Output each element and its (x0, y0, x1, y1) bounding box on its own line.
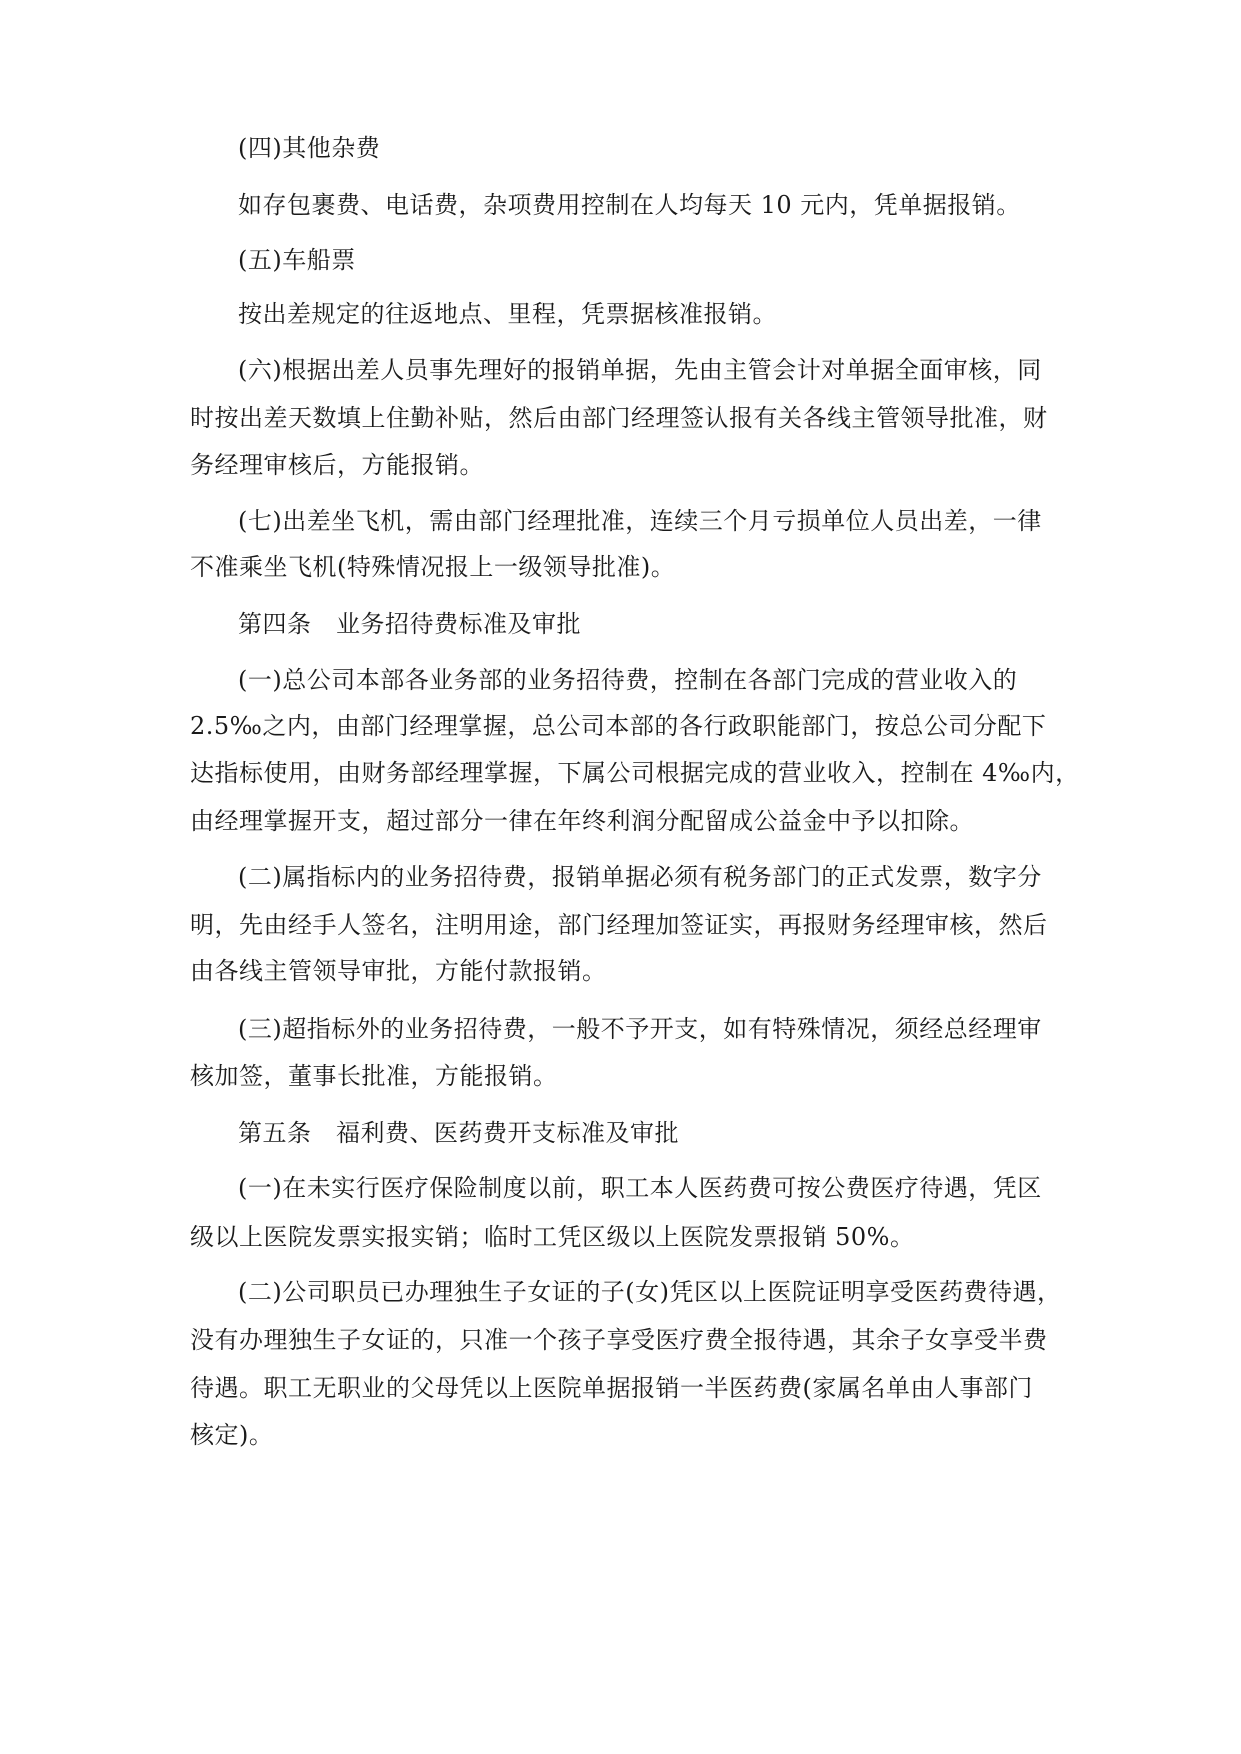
paragraph-line: (二)公司职员已办理独生子女证的子(女)凭区以上医院证明享受医药费待遇， (238, 1278, 1062, 1306)
paragraph-line: (一)总公司本部各业务部的业务招待费，控制在各部门完成的营业收入的 (238, 666, 1018, 694)
paragraph-line: (三)超指标外的业务招待费，一般不予开支，如有特殊情况，须经总经理审 (238, 1015, 1042, 1043)
section-heading: 第四条 业务招待费标准及审批 (238, 610, 581, 638)
paragraph-line: 核定)。 (190, 1421, 274, 1449)
paragraph-line: 不准乘坐飞机(特殊情况报上一级领导批准)。 (190, 553, 676, 581)
paragraph-line: 由各线主管领导审批，方能付款报销。 (190, 957, 607, 985)
paragraph-line: 时按出差天数填上住勤补贴，然后由部门经理签认报有关各线主管领导批准，财 (190, 404, 1048, 432)
paragraph-line: 如存包裹费、电话费，杂项费用控制在人均每天 10 元内，凭单据报销。 (238, 191, 1021, 219)
paragraph-line: 达指标使用，由财务部经理掌握，下属公司根据完成的营业收入，控制在 4‰内， (190, 759, 1080, 787)
paragraph-line: 由经理掌握开支，超过部分一律在年终利润分配留成公益金中予以扣除。 (190, 807, 974, 835)
paragraph-line: (二)属指标内的业务招待费，报销单据必须有税务部门的正式发票，数字分 (238, 863, 1042, 891)
heading-line: (四)其他杂费 (238, 134, 381, 162)
paragraph-line: (七)出差坐飞机，需由部门经理批准，连续三个月亏损单位人员出差，一律 (238, 507, 1042, 535)
section-heading: 第五条 福利费、医药费开支标准及审批 (238, 1119, 679, 1147)
heading-line: (五)车船票 (238, 246, 356, 274)
paragraph-line: 待遇。职工无职业的父母凭以上医院单据报销一半医药费(家属名单由人事部门 (190, 1374, 1033, 1402)
paragraph-line: 没有办理独生子女证的，只准一个孩子享受医疗费全报待遇，其余子女享受半费 (190, 1326, 1048, 1354)
paragraph-line: (六)根据出差人员事先理好的报销单据，先由主管会计对单据全面审核，同 (238, 356, 1042, 384)
paragraph-line: 级以上医院发票实报实销；临时工凭区级以上医院发票报销 50%。 (190, 1223, 915, 1251)
paragraph-line: 明，先由经手人签名，注明用途，部门经理加签证实，再报财务经理审核，然后 (190, 911, 1048, 939)
paragraph-line: 2.5‰之内，由部门经理掌握，总公司本部的各行政职能部门，按总公司分配下 (190, 712, 1047, 740)
paragraph-line: (一)在未实行医疗保险制度以前，职工本人医药费可按公费医疗待遇，凭区 (238, 1174, 1042, 1202)
paragraph-line: 核加签，董事长批准，方能报销。 (190, 1062, 558, 1090)
paragraph-line: 按出差规定的往返地点、里程，凭票据核准报销。 (238, 300, 777, 328)
paragraph-line: 务经理审核后，方能报销。 (190, 451, 484, 479)
